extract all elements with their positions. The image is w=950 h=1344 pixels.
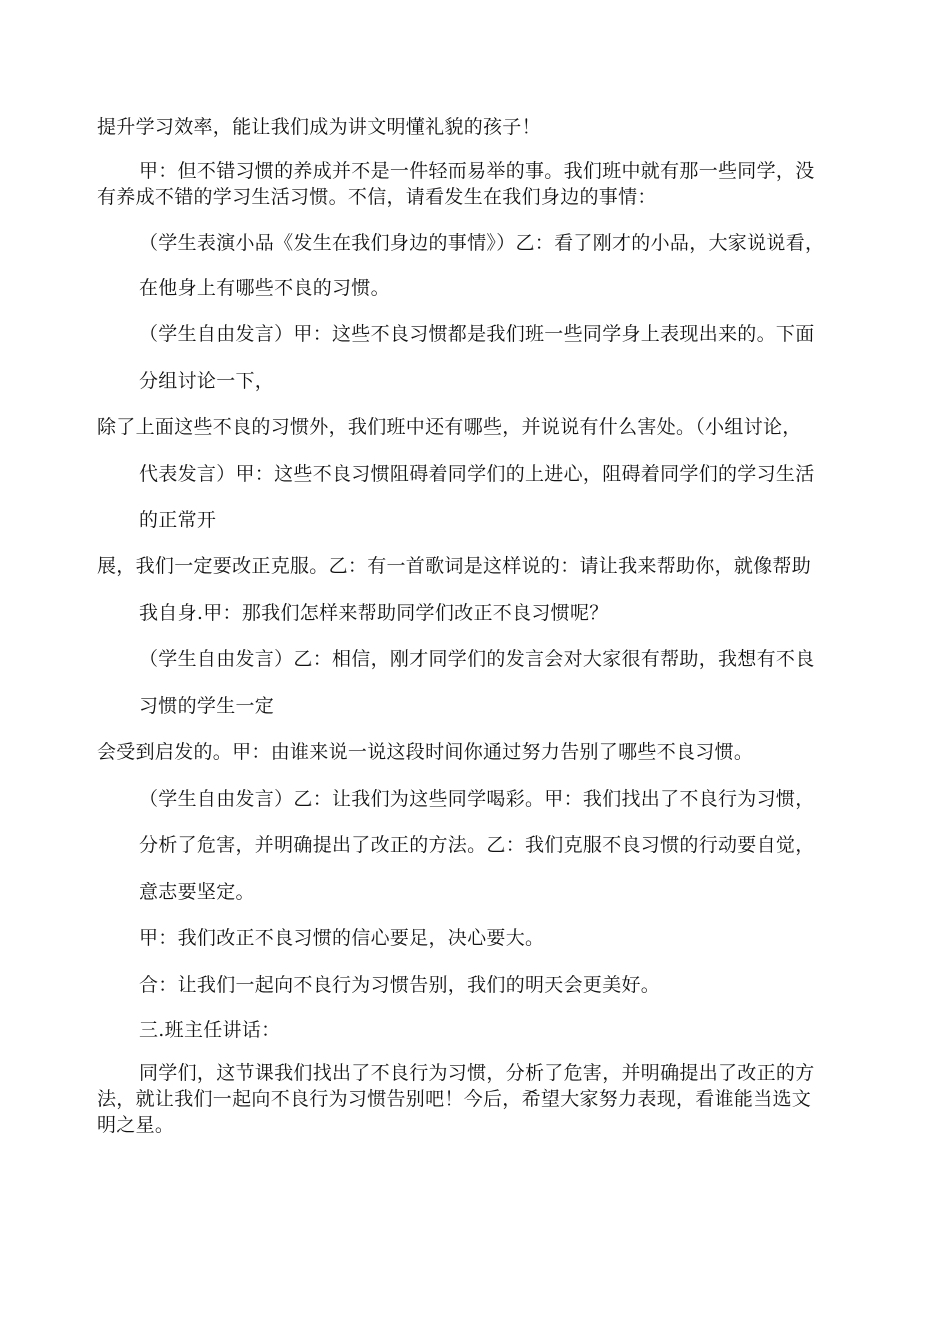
text-line: （学生自由发言）乙：让我们为这些同学喝彩。甲：我们找出了不良行为习惯，: [139, 788, 815, 810]
text-line: （学生自由发言）乙：相信，刚才同学们的发言会对大家很有帮助，我想有不良: [139, 648, 815, 670]
text-line: 分组讨论一下，: [139, 370, 275, 392]
text-line: 在他身上有哪些不良的习惯。: [139, 277, 390, 299]
text-line: 分析了危害，并明确提出了改正的方法。乙：我们克服不良习惯的行动要自觉，: [139, 834, 815, 856]
text-line: （学生表演小品《发生在我们身边的事情》）乙：看了刚才的小品，大家说说看，: [139, 232, 825, 254]
text-line: 我自身.甲：那我们怎样来帮助同学们改正不良习惯呢？: [139, 602, 609, 624]
text-line: （学生自由发言）甲：这些不良习惯都是我们班一些同学身上表现出来的。下面: [139, 323, 815, 345]
text-line: 甲：但不错习惯的养成并不是一件轻而易举的事。我们班中就有那一些同学，没: [139, 160, 815, 182]
text-line: 合：让我们一起向不良行为习惯告别，我们的明天会更美好。: [139, 974, 661, 996]
text-line: 会受到启发的。甲：由谁来说一说这段时间你通过努力告别了哪些不良习惯。: [97, 741, 754, 763]
text-line: 有养成不错的学习生活习惯。不信，请看发生在我们身边的事情：: [97, 186, 657, 208]
text-line: 同学们，这节课我们找出了不良行为习惯，分析了危害，并明确提出了改正的方: [139, 1062, 815, 1084]
text-line: 甲：我们改正不良习惯的信心要足，决心要大。: [139, 927, 545, 949]
section-heading: 三.班主任讲话：: [139, 1019, 281, 1041]
text-line: 代表发言）甲：这些不良习惯阻碍着同学们的上进心，阻碍着同学们的学习生活: [139, 463, 815, 485]
text-line: 习惯的学生一定: [139, 695, 275, 717]
text-line: 意志要坚定。: [139, 881, 255, 903]
text-line: 除了上面这些不良的习惯外，我们班中还有哪些，并说说有什么害处。（小组讨论，: [97, 416, 802, 438]
text-line: 展，我们一定要改正克服。乙：有一首歌词是这样说的：请让我来帮助你，就像帮助: [97, 555, 812, 577]
text-line: 法，就让我们一起向不良行为习惯告别吧！今后，希望大家努力表现，看谁能当选文: [97, 1088, 812, 1110]
text-line: 提升学习效率，能让我们成为讲文明懂礼貌的孩子！: [97, 116, 541, 138]
text-line: 明之星。: [97, 1114, 175, 1136]
text-line: 的正常开: [139, 509, 217, 531]
